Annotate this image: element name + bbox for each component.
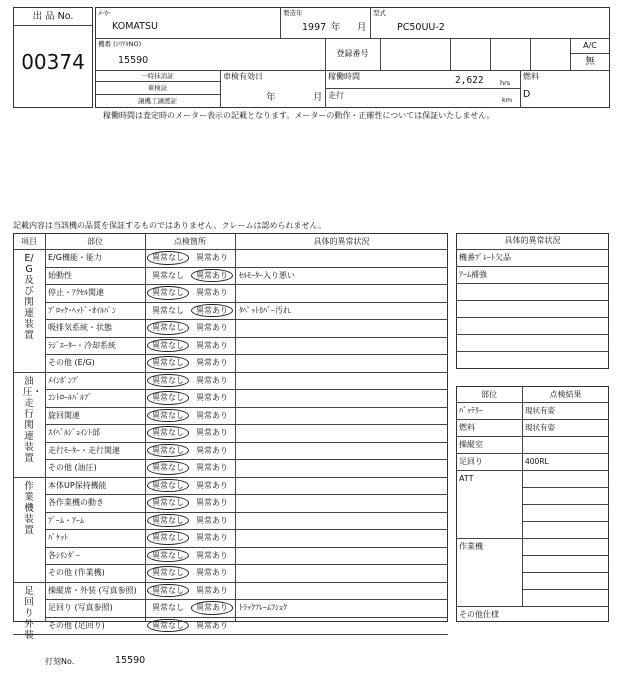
right-detail-line: 機番ﾌﾟﾚｰﾄ欠品 <box>459 253 511 262</box>
inspection-row-part: 旋回関連 <box>48 410 80 420</box>
status-circle-mark <box>147 251 189 265</box>
header-detail: 具体的異常状況 <box>313 236 370 246</box>
fuel-value: D <box>523 89 531 100</box>
inspection-row-part: 各ｼﾘﾝﾀﾞｰ <box>48 550 80 560</box>
inspection-row-part: 操縦席・外装 (写真参照) <box>48 585 137 595</box>
result-row-part: 操縦室 <box>459 440 483 449</box>
status-no-abnormality: 異常なし <box>152 375 184 385</box>
header-check: 点検箇所 <box>174 236 206 246</box>
status-no-abnormality: 異常なし <box>152 498 184 508</box>
inspection-row-part: その他 (足回り) <box>48 620 105 630</box>
status-no-abnormality: 異常なし <box>152 340 184 350</box>
hours-unit: hrs <box>500 79 511 87</box>
stamp-label: 打刻No. <box>45 657 75 666</box>
status-no-abnormality: 異常なし <box>152 463 184 473</box>
inspection-row-part: その他 (作業機) <box>48 568 105 578</box>
serial-label: 機番 (ｼﾘｱﾙNO) <box>98 40 142 48</box>
status-abnormality: 異常あり <box>196 568 228 578</box>
status-circle-mark <box>147 339 189 353</box>
status-abnormality: 異常あり <box>196 305 228 315</box>
status-no-abnormality: 異常なし <box>152 323 184 333</box>
inspection-row-part: ﾌﾞﾛｯｸ･ﾍｯﾄﾞ･ｵｲﾙﾊﾟﾝ <box>48 305 116 315</box>
lot-label: 出 品 No. <box>32 11 74 22</box>
status-no-abnormality: 異常なし <box>152 305 184 315</box>
inspection-row-part: ｽｲﾍﾞﾙｼﾞｮｲﾝﾄ部 <box>48 428 100 438</box>
status-no-abnormality: 異常なし <box>152 620 184 630</box>
att-label: ATT <box>459 474 474 483</box>
expiry-month-unit: 月 <box>313 92 323 103</box>
lot-number: 00374 <box>21 50 85 74</box>
year-value: 1997 <box>302 22 327 33</box>
status-abnormality: 異常あり <box>196 428 228 438</box>
month-unit: 月 <box>357 22 367 33</box>
status-no-abnormality: 異常なし <box>152 428 184 438</box>
inspection-row-detail: ﾄﾗｯｸﾌﾚｰﾑﾌｼｮｸ <box>239 603 287 613</box>
status-no-abnormality: 異常なし <box>152 410 184 420</box>
status-circle-mark <box>191 304 233 318</box>
status-circle-mark <box>147 461 189 475</box>
mileage-label: 走行 <box>328 91 344 100</box>
inspection-row-part: 足回り (写真参照) <box>48 603 113 613</box>
inspection-row-part: E/G機能・能力 <box>48 253 102 263</box>
inspection-row-part: その他 (E/G) <box>48 358 95 368</box>
status-no-abnormality: 異常なし <box>152 445 184 455</box>
right-detail-line <box>459 283 606 300</box>
status-circle-mark <box>191 269 233 283</box>
status-no-abnormality: 異常なし <box>152 515 184 525</box>
temp-cert-label: 一時抹消証 <box>141 72 174 80</box>
status-circle-mark <box>147 321 189 335</box>
right-detail-line <box>459 317 606 334</box>
work-label: 作業機 <box>459 542 483 551</box>
inspection-row-part: 停止・ｱｸｾﾙ関連 <box>48 288 104 298</box>
model-label: 型式 <box>373 9 386 17</box>
status-circle-mark <box>147 374 189 388</box>
ac-value: 無 <box>585 56 595 67</box>
result-row-value: 400RL <box>525 457 549 466</box>
right-detail-line: ｱｰﾑ補強 <box>459 270 487 279</box>
result-row-part: 燃料 <box>459 423 475 432</box>
registration-label: 登録番号 <box>336 49 369 58</box>
status-no-abnormality: 異常なし <box>152 270 184 280</box>
header-category: 項目 <box>21 236 37 246</box>
status-no-abnormality: 異常なし <box>152 585 184 595</box>
fuel-label: 燃料 <box>523 72 539 81</box>
status-no-abnormality: 異常なし <box>152 550 184 560</box>
status-abnormality: 異常あり <box>196 358 228 368</box>
inspection-expiry-label: 車検有効日 <box>223 72 263 81</box>
inspection-row-part: ｺﾝﾄﾛｰﾙﾊﾞﾙﾌﾞ <box>48 393 92 403</box>
inspection-row-part: その他 (油圧) <box>48 463 97 473</box>
status-abnormality: 異常あり <box>196 515 228 525</box>
right-detail-header: 具体的異常状況 <box>504 236 561 245</box>
inspection-row-part: 走行ﾓｰﾀｰ・走行関連 <box>48 445 120 455</box>
expiry-year-unit: 年 <box>266 92 276 103</box>
right-detail-line <box>459 334 606 351</box>
result-header-part: 部位 <box>481 389 497 399</box>
hours-value: 2,622 <box>455 75 484 86</box>
result-row-part: ﾊﾞｯﾃﾘｰ <box>459 406 483 415</box>
inspection-row-part: ﾌﾞｰﾑ・ｱｰﾑ <box>48 515 84 525</box>
status-circle-mark <box>147 479 189 493</box>
status-abnormality: 異常あり <box>196 550 228 560</box>
status-no-abnormality: 異常なし <box>152 393 184 403</box>
status-abnormality: 異常あり <box>196 375 228 385</box>
status-no-abnormality: 異常なし <box>152 288 184 298</box>
maker-value: KOMATSU <box>112 21 158 32</box>
inspection-row-part: ﾒｲﾝﾎﾟﾝﾌﾟ <box>48 375 80 385</box>
status-circle-mark <box>147 356 189 370</box>
inspection-cert-label: 車検証 <box>147 84 168 92</box>
maker-label: ﾒｰｶｰ <box>98 9 111 17</box>
result-row-value <box>525 436 608 453</box>
status-circle-mark <box>147 514 189 528</box>
status-circle-mark <box>147 426 189 440</box>
status-no-abnormality: 異常なし <box>152 533 184 543</box>
status-abnormality: 異常あり <box>196 270 228 280</box>
status-abnormality: 異常あり <box>196 620 228 630</box>
year-label: 製造年 <box>283 9 303 17</box>
status-circle-mark <box>147 531 189 545</box>
status-abnormality: 異常あり <box>196 603 228 613</box>
inspection-row-part: 吸排気系統・状態 <box>48 323 112 333</box>
status-abnormality: 異常あり <box>196 533 228 543</box>
hours-label: 稼働時間 <box>328 72 360 81</box>
status-no-abnormality: 異常なし <box>152 358 184 368</box>
status-abnormality: 異常あり <box>196 410 228 420</box>
status-circle-mark <box>147 566 189 580</box>
right-detail-line <box>459 351 606 368</box>
inspection-row-part: 本体UP保持機能 <box>48 480 107 490</box>
transfer-cert-label: 譲機工譲渡証 <box>138 97 177 105</box>
status-circle-mark <box>191 601 233 615</box>
inspection-row-part: 各作業機の動き <box>48 498 104 508</box>
inspection-group-name: 足回り外装 <box>24 585 34 641</box>
status-circle-mark <box>147 619 189 633</box>
status-abnormality: 異常あり <box>196 288 228 298</box>
status-circle-mark <box>147 549 189 563</box>
status-circle-mark <box>147 391 189 405</box>
ac-label: A/C <box>583 41 597 50</box>
status-abnormality: 異常あり <box>196 253 228 263</box>
inspection-row-part: ﾗｼﾞｴｰﾀｰ・冷却系統 <box>48 340 116 350</box>
header-part: 部位 <box>87 236 103 246</box>
status-abnormality: 異常あり <box>196 463 228 473</box>
result-row-part: 足回り <box>459 457 483 466</box>
result-header-result: 点検結果 <box>549 389 582 399</box>
status-abnormality: 異常あり <box>196 323 228 333</box>
status-no-abnormality: 異常なし <box>152 253 184 263</box>
status-no-abnormality: 異常なし <box>152 480 184 490</box>
status-circle-mark <box>147 286 189 300</box>
status-abnormality: 異常あり <box>196 393 228 403</box>
status-abnormality: 異常あり <box>196 340 228 350</box>
status-abnormality: 異常あり <box>196 445 228 455</box>
inspection-row-detail: ﾀﾍﾟｯﾄｶﾊﾞｰ汚れ <box>239 305 291 315</box>
other-spec-label: その他仕様 <box>459 609 499 619</box>
result-row-value: 現状有姿 <box>525 406 555 415</box>
model-value: PC50UU-2 <box>397 22 445 33</box>
status-circle-mark <box>147 409 189 423</box>
hours-disclaimer: 稼働時間は査定時のメーター表示の記載となります。メーターの動作・正確性については保証いたしません。 <box>103 111 495 120</box>
km-unit: km <box>502 96 513 104</box>
status-abnormality: 異常あり <box>196 585 228 595</box>
inspection-row-part: 始動性 <box>48 270 72 280</box>
serial-value: 15590 <box>118 55 149 66</box>
right-detail-line <box>459 300 606 317</box>
inspection-row-detail: ｾﾙﾓｰﾀｰ入り悪い <box>239 270 295 280</box>
status-abnormality: 異常あり <box>196 498 228 508</box>
stamp-value: 15590 <box>115 655 146 666</box>
inspection-row-part: ﾊﾞｹｯﾄ <box>48 533 68 543</box>
result-row-value: 現状有姿 <box>525 423 555 432</box>
status-no-abnormality: 異常なし <box>152 603 184 613</box>
status-circle-mark <box>147 584 189 598</box>
status-circle-mark <box>147 444 189 458</box>
inspection-group-name: 油圧・走行関連装置 <box>23 375 43 464</box>
status-abnormality: 異常あり <box>196 480 228 490</box>
quality-disclaimer: 記載内容は当該機の品質を保証するものではありません。クレームは認められません。 <box>13 221 326 230</box>
year-unit: 年 <box>331 22 341 33</box>
inspection-group-name: 作業機装置 <box>24 480 34 536</box>
status-no-abnormality: 異常なし <box>152 568 184 578</box>
status-circle-mark <box>147 496 189 510</box>
inspection-group-name: E/G及び関連装置 <box>24 253 34 341</box>
